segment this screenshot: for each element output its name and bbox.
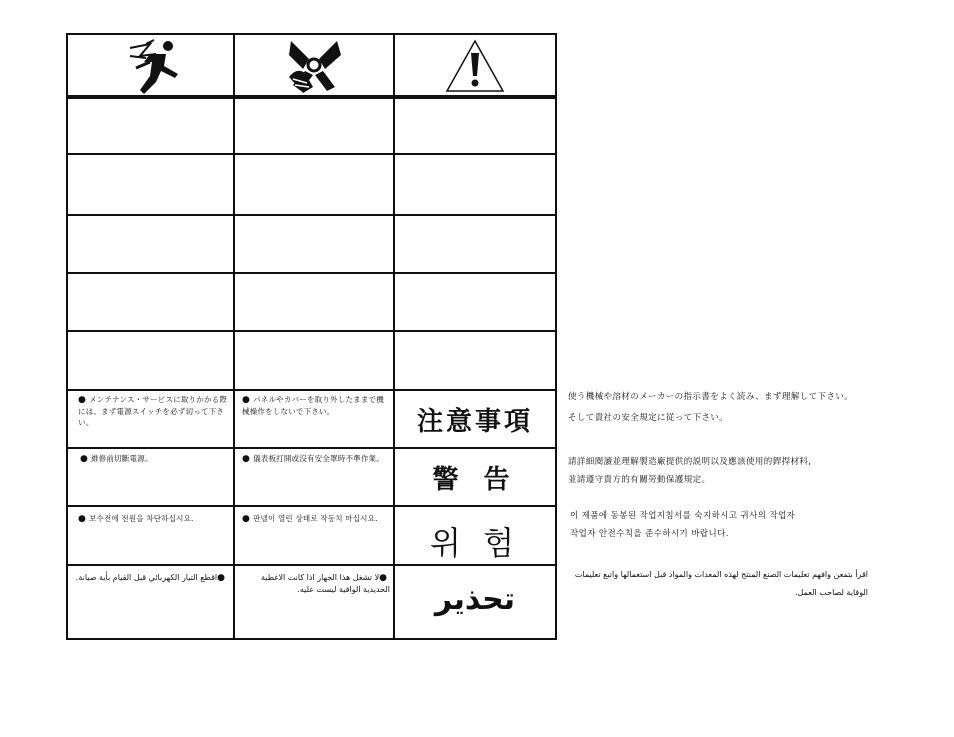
side-text-japanese	[568, 388, 948, 427]
side-text-line: 並請遵守貴方的有關勞動保護規定。	[568, 475, 711, 485]
side-text-line: 使う機械や溶材のメーカーの指示書をよく読み、まず理解して下さい。	[568, 392, 854, 402]
chinese-warning-label: 警 告	[432, 464, 518, 495]
table-divider	[68, 272, 555, 274]
korean-warning-label: 위 험	[430, 524, 520, 562]
side-text-line: 請詳細閱讀並理解製造廠提供的説明以及應該使用的銲捍材料,	[568, 457, 812, 467]
table-divider	[68, 214, 555, 216]
korean-panel-note: ● 판넬이 열린 상태로 작동치 마십시요.	[242, 514, 378, 524]
japanese-panel-note: ● パネルやカバーを取り外したままで機械操作をしないで下さい。	[242, 395, 384, 416]
side-text-korean	[570, 507, 950, 543]
electric-shock-icon	[68, 37, 233, 95]
side-text-line: 작업자 안전수칙을 준수하시기 바랍니다.	[570, 529, 729, 539]
korean-shock-note: ● 보수전에 전원을 차단하십시요.	[78, 514, 194, 524]
hand-in-fan-icon	[235, 37, 393, 95]
arabic-panel-note: ●لا تشغل هذا الجهاز اذا كانت الاغطية الحديدية الواقية ليست عليه.	[261, 573, 390, 594]
table-divider	[68, 330, 555, 332]
japanese-warning-label: 注意事項	[416, 406, 533, 437]
warning-table	[66, 33, 557, 640]
table-divider	[233, 35, 235, 638]
japanese-shock-note: ● メンテナンス・サービスに取りかかる際には、まず電源スイッチを必ず切って下さい。	[78, 395, 228, 427]
arabic-shock-note: ●اقطع التيار الكهربائي قبل القيام بأية صيانة.	[75, 573, 225, 583]
arabic-warning-label: تحذير	[434, 581, 516, 617]
caution-triangle-icon	[395, 37, 555, 95]
table-divider	[68, 505, 555, 507]
side-text-line: そして貴社の安全規定に従って下さい。	[568, 413, 729, 423]
side-text-line: اقرأ بتمعن وافهم تعليمات الصنع المنتج لهذه المعدات والمواد قبل استعمالها واتبع تعليمات الوقاية لصاحب العمل.	[574, 570, 868, 597]
side-text-arabic	[568, 566, 868, 602]
side-text-line: 이 제품에 동봉된 작업지침서를 숙지하시고 귀사의 작업자	[570, 511, 796, 521]
table-divider	[68, 95, 555, 99]
chinese-shock-note: ● 維修前切斷電源。	[80, 454, 153, 464]
table-divider	[68, 153, 555, 155]
side-text-chinese	[568, 453, 948, 489]
chinese-panel-note: ● 儀表板打開或沒有安全罩時不準作業。	[242, 454, 384, 464]
